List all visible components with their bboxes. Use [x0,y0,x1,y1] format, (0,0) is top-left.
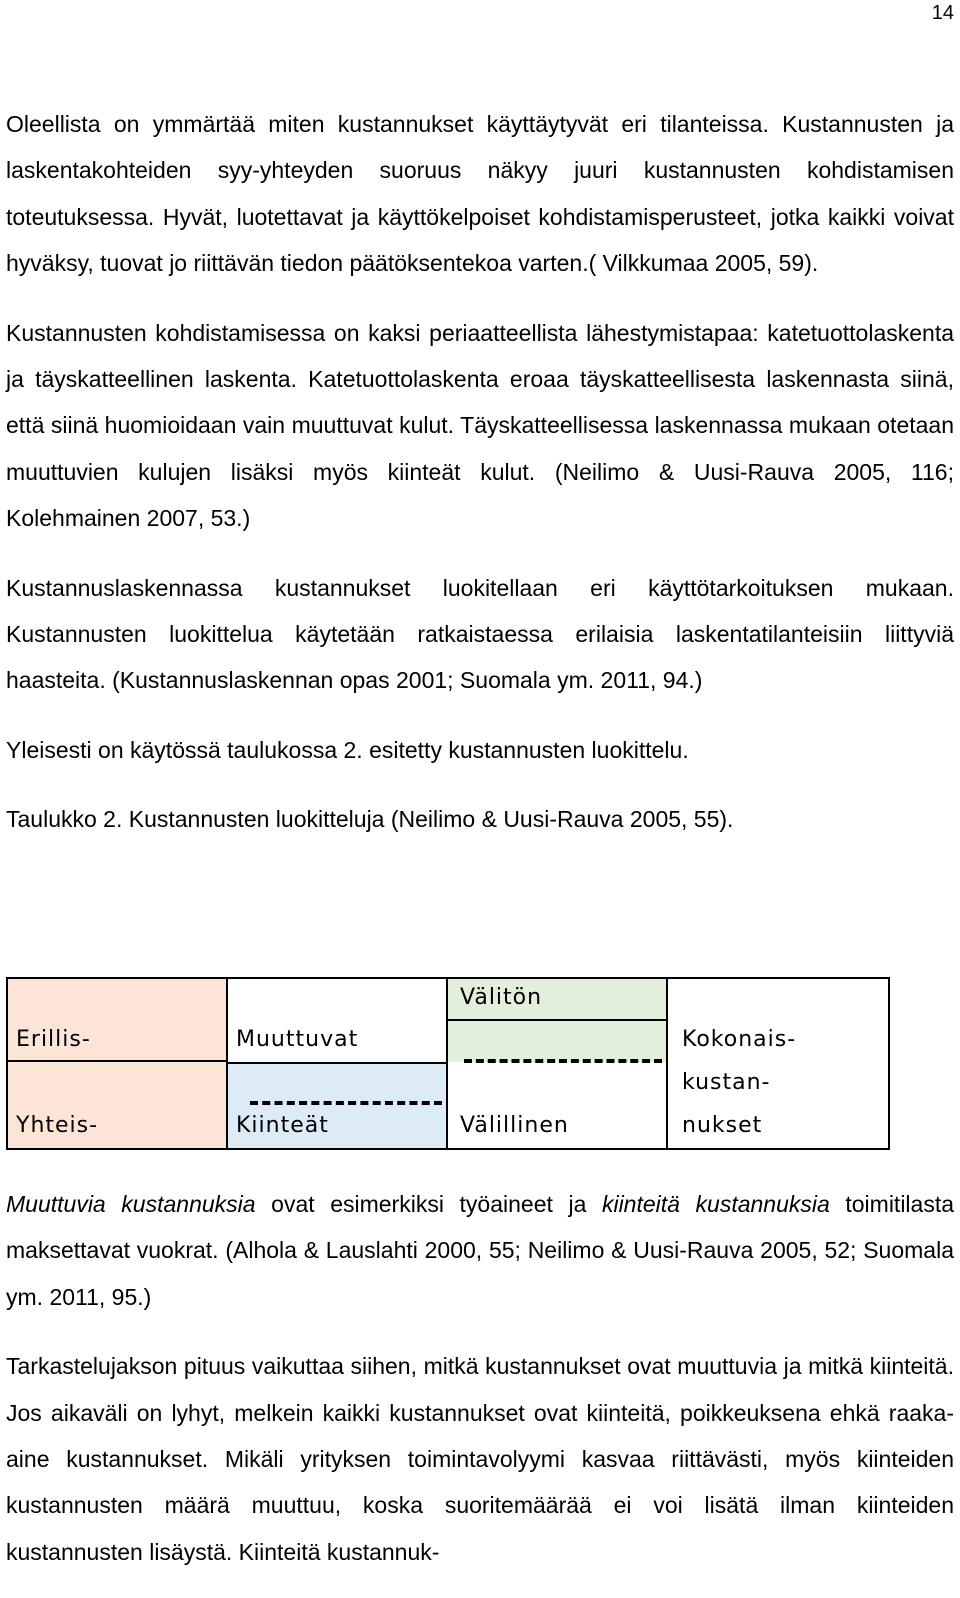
document-body [6,101,954,843]
dashed-line [250,1101,442,1105]
label-muuttuvat: Muuttuvat [236,1027,359,1052]
cell-valiton-valillinen [448,979,668,1148]
paragraph-5-rest: toimitilasta maksettavat vuokrat. (Alhola & Lauslahti 2000, 55; Neilimo & Uusi-Rauva 2005, 52; Suomala ym. 2011, 95.) [6,1191,955,1310]
label-erillis: Erillis- [16,1027,91,1052]
label-kokonais-3: nukset [682,1113,763,1138]
cell-muuttuvat-kiinteat [228,979,448,1148]
paragraph-1: Oleellista on ymmärtää miten kustannukset käyttäytyvät eri tilanteissa. Kustannusten ja laskentakohteiden syy-yhteyden suoruus näkyy juuri kustannusten kohdistamisen toteutuksessa. Hyvät, luotettavat ja käyttökelpoiset kohdistamisperusteet, jotka kaikki voivat hyväksy, tuovat jo riittävän tiedon päätöksentekoa varten.( Vilkkumaa 2005, 59). [6,111,954,277]
label-kiinteat: Kiinteät [236,1113,329,1138]
cost-classification-table [6,977,890,1150]
dashed-line [464,1059,662,1063]
term-kiinteita: kiinteitä kustannuksia [601,1191,830,1217]
paragraph-3: Kustannuslaskennassa kustannukset luokitellaan eri käyttötarkoituksen mukaan. Kustannusten luokittelua käytetään ratkaistaessa erilaisia laskentatilanteisiin liittyviä haasteita. (Kustannuslaskennan opas 2001; Suomala ym. 2011, 94.) [6,574,954,694]
table-caption: Taulukko 2. Kustannusten luokitteluja (Neilimo & Uusi-Rauva 2005, 55). [6,806,734,833]
paragraph-5-mid: ovat esimerkiksi työaineet ja [255,1191,602,1217]
document-body-continued [6,1181,954,1598]
page-number: 14 [931,2,954,24]
paragraph-4: Yleisesti on käytössä taulukossa 2. esitetty kustannusten luokittelu. [6,736,689,763]
cell-erillis-yhteis [8,979,228,1148]
label-valiton: Välitön [460,985,543,1010]
label-valillinen: Välillinen [460,1113,569,1138]
paragraph-2: Kustannusten kohdistamisessa on kaksi periaatteellista lähestymistapaa: katetuottolaskenta ja täyskatteellinen laskenta. Katetuottolaskenta eroaa täyskatteellisesta laskennasta siinä, että siinä huomioidaan vain muuttuvat kulut. Täyskatteellisessa laskennassa mukaan otetaan muuttuvien kulujen lisäksi myös kiinteät kulut. (Neilimo & Uusi-Rauva 2005, 116; Kolehmainen 2007, 53.) [6,319,954,532]
divider-line [448,1019,666,1021]
paragraph-5 [6,1181,954,1320]
label-yhteis: Yhteis- [16,1113,99,1138]
label-kokonais-1: Kokonais- [682,1027,797,1052]
cell-kokonaiskustannukset [668,979,888,1148]
paragraph-6: Tarkastelujakson pituus vaikuttaa siihen, mitkä kustannukset ovat muuttuvia ja mitkä kiinteitä. Jos aikaväli on lyhyt, melkein kaikki kustannukset ovat kiinteitä, poikkeuksena ehkä raaka-aine kustannukset. Mikäli yrityksen toimintavolyymi kasvaa riittävästi, myös kiinteiden kustannusten määrä muuttuu, koska suoritemäärää ei voi lisätä ilman kiinteiden kustannusten lisäystä. Kiinteitä kustannuk- [6,1353,954,1565]
divider-line [8,1060,226,1062]
label-kokonais-2: kustan- [682,1070,771,1095]
term-muuttuvia: Muuttuvia kustannuksia [6,1191,256,1217]
